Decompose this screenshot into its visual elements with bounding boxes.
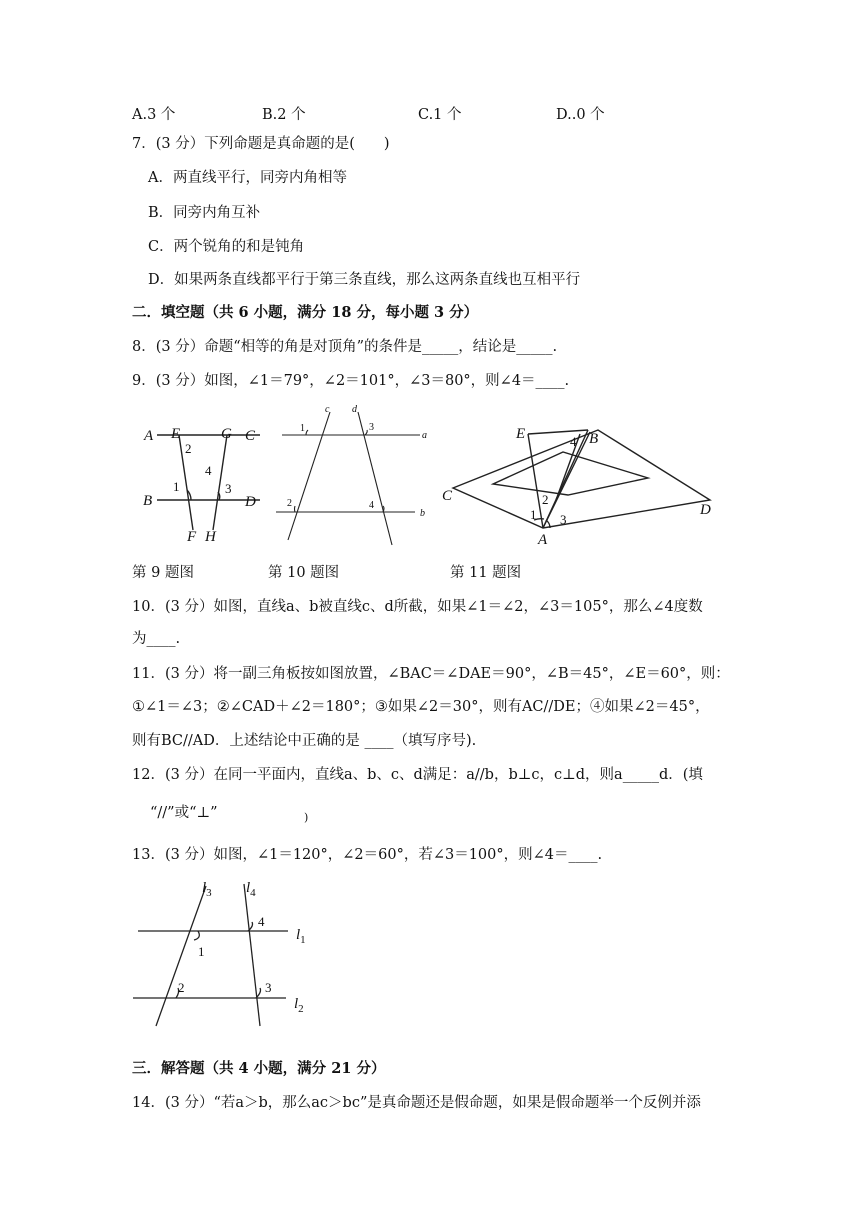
q11-line2: ①∠1＝∠3；②∠CAD＋∠2＝180°；③如果∠2＝30°，则有AC//DE；④如果∠2＝45°， [132,699,710,715]
fig9-label-f: F [187,529,197,545]
q13-text: 13．(3 分）如图，∠1＝120°，∠2＝60°，若∠3＝100°，则∠4＝____. [132,847,603,863]
fig9-label-4: 4 [205,463,212,478]
q7-option-d: D．如果两条直线都平行于第三条直线，那么这两条直线也互相平行 [148,272,581,288]
figure-11 [438,420,723,550]
fig9-label-b: B [143,493,153,509]
figure-13 [128,876,328,1036]
q10-line1: 10．(3 分）如图，直线a、b被直线c、d所截，如果∠1＝∠2，∠3＝105°，那么∠4度数 [132,599,703,615]
fig9-label-g: G [221,426,232,442]
fig9-label-h: H [205,529,216,545]
fig10-label-1: 1 [300,423,305,434]
q6-option-b: B.2 个 [262,107,306,123]
fig9-label-a: A [144,428,154,444]
caption-fig9: 第 9 题图 [132,565,194,581]
fig9-label-c: C [245,428,256,444]
q7-stem: 7．(3 分）下列命题是真命题的是( ) [132,136,390,152]
fig11-label-d: D [700,502,711,518]
fig11-label-b: B [589,431,599,447]
fig9-label-2: 2 [185,441,192,456]
q9-text: 9．(3 分）如图，∠1＝79°，∠2＝101°，∠3＝80°，则∠4＝____. [132,373,570,389]
fig9-label-e: E [171,426,181,442]
fig11-label-c: C [442,488,453,504]
fig10-label-a: a [422,430,427,441]
fig11-label-1: 1 [530,507,537,522]
fig10-label-2: 2 [287,498,292,509]
fig10-label-d: d [352,404,357,415]
section3-title: 三．解答题（共 4 小题，满分 21 分） [132,1060,386,1077]
caption-fig11: 第 11 题图 [450,565,522,581]
fig11-label-2: 2 [542,492,549,507]
q10-line2: 为____. [132,631,181,647]
fig13-label-l3: $l_3$ [202,880,212,899]
q6-option-a: A.3 个 [132,107,176,123]
fig10-label-b: b [420,508,425,519]
q7-option-c: C．两个锐角的和是钝角 [148,239,305,255]
q12-line2-tail: ) [304,811,309,824]
fig9-label-d: D [245,494,256,510]
q11-line1: 11．(3 分）将一副三角板按如图放置，∠BAC＝∠DAE＝90°，∠B＝45°，∠E＝60°，则： [132,666,730,682]
q14-text: 14．(3 分）“若a＞b，那么ac＞bc”是真命题还是假命题，如果是假命题举一个反例并添 [132,1095,701,1111]
q6-option-c: C.1 个 [418,107,462,123]
fig9-label-1: 1 [173,479,180,494]
fig13-label-2: 2 [178,980,185,995]
fig10-label-3: 3 [369,422,374,433]
q6-option-d: D..0 个 [556,107,605,123]
fig10-label-c: c [325,404,330,415]
q7-option-b: B．同旁内角互补 [148,205,261,221]
q8-text: 8．(3 分）命题“相等的角是对顶角”的条件是_____，结论是_____. [132,339,558,355]
fig11-label-3: 3 [560,512,567,527]
q7-option-a: A．两直线平行，同旁内角相等 [148,170,347,186]
figure-9 [135,420,275,548]
fig13-label-l1: $l_1$ [296,927,306,946]
fig13-label-1: 1 [198,944,205,959]
fig11-label-a: A [538,532,548,548]
fig10-label-4: 4 [369,500,374,511]
q12-line1: 12．(3 分）在同一平面内，直线a、b、c、d满足：a//b，b⊥c，c⊥d，则a_____d．(填 [132,767,703,783]
caption-fig10: 第 10 题图 [268,565,340,581]
figure-10 [270,400,440,550]
fig13-label-4: 4 [258,914,265,929]
section2-title: 二．填空题（共 6 小题，满分 18 分，每小题 3 分） [132,304,479,321]
fig13-label-l4: $l_4$ [246,880,256,899]
fig11-label-e: E [516,426,526,442]
q12-line2: “//”或“⊥” [150,805,218,821]
fig13-label-3: 3 [265,980,272,995]
fig11-label-4: 4 [570,434,577,449]
q11-line3: 则有BC//AD．上述结论中正确的是 ____（填写序号). [132,733,477,749]
fig9-label-3: 3 [225,481,232,496]
fig13-label-l2: $l_2$ [294,996,304,1015]
